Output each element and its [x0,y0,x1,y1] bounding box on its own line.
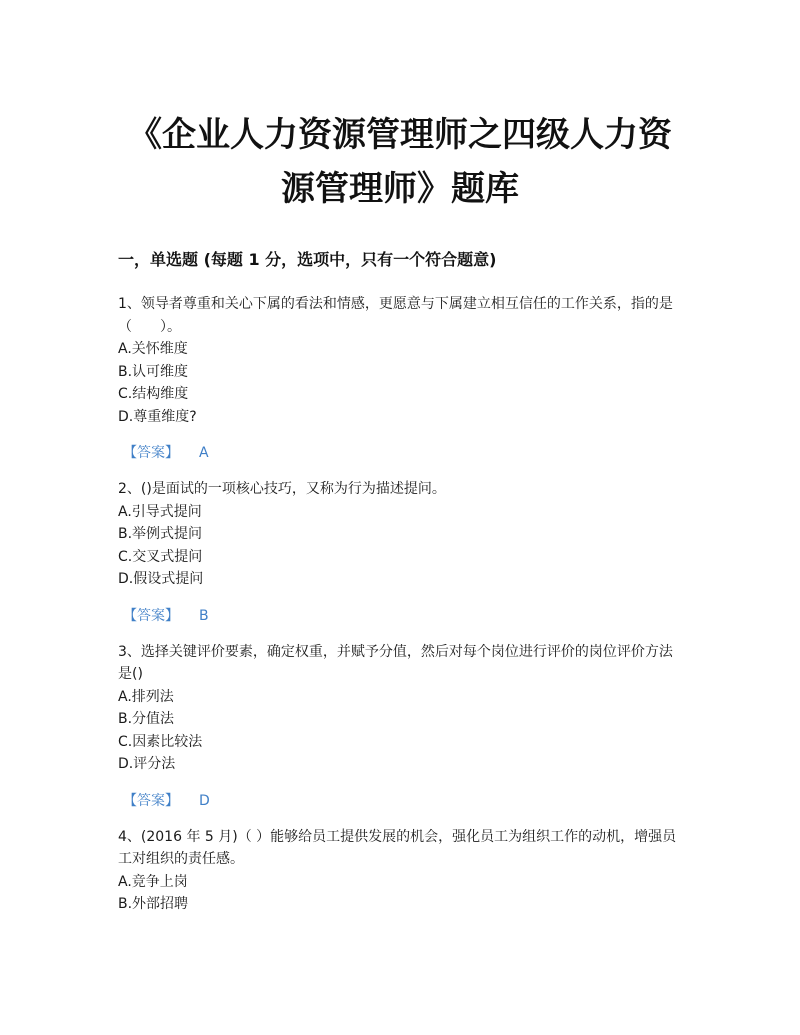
question-block [118,293,678,464]
answer-label: 【答案】 [123,607,179,624]
section-heading: 一，单选题 (每题 1 分，选项中，只有一个符合题意) [118,250,497,269]
answer-label: 【答案】 [123,445,179,461]
answer-value: D [199,792,210,809]
question-option: C.结构维度 [118,386,189,402]
question-option: D.评分法 [118,756,176,772]
question-stem: 3、选择关键评价要素，确定权重，并赋予分值，然后对每个岗位进行评价的岗位评价方法是() [118,643,673,682]
question-option: C.交叉式提问 [118,548,203,565]
answer-line [123,442,678,464]
question-option: B.举例式提问 [118,526,203,542]
question-stem: 4、(2016 年 5 月)（ ）能够给员工提供发展的机会，强化员工为组织工作的动机，增强员工对组织的责任感。 [118,828,677,867]
question-option: A.排列法 [118,688,174,705]
answer-line [123,605,678,627]
title-line-1: 《企业人力资源管理师之四级人力资 [128,115,672,155]
answer-value: B [199,607,209,624]
question-option: B.认可维度 [118,363,189,380]
answer-value: A [199,445,209,461]
question-option: D.假设式提问 [118,571,204,587]
question-option: A.关怀维度 [118,341,188,357]
question-block [118,641,678,812]
question-option: D.尊重维度? [118,408,197,425]
question-option: B.分值法 [118,711,175,727]
question-block [118,478,678,627]
question-block [118,826,678,916]
answer-label: 【答案】 [123,792,179,809]
question-option: A.引导式提问 [118,503,202,520]
question-list [118,293,678,916]
question-option: A.竞争上岗 [118,873,188,890]
question-option: C.因素比较法 [118,733,203,750]
question-stem: 2、()是面试的一项核心技巧，又称为行为描述提问。 [118,481,446,497]
question-stem: 1、领导者尊重和关心下属的看法和情感，更愿意与下属建立相互信任的工作关系，指的是（ ）。 [118,296,673,335]
title-line-2: 源管理师》题库 [281,169,519,209]
document-title [0,108,800,216]
question-option: B.外部招聘 [118,896,189,912]
answer-line [123,790,678,812]
